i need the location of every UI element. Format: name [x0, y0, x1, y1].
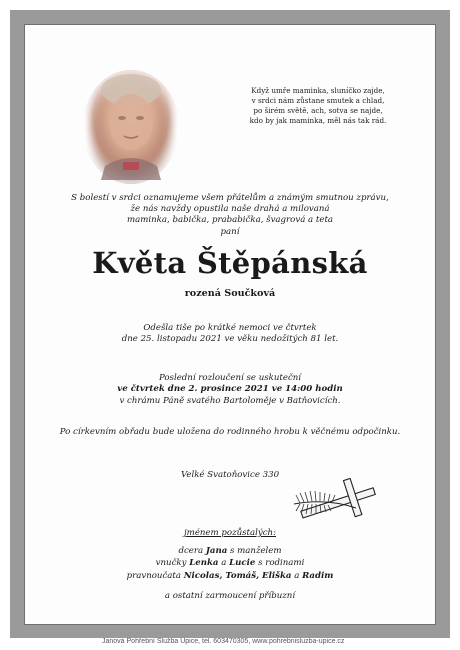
poem: [248, 86, 388, 126]
passing-line: dne 25. listopadu 2021 ve věku nedožitých 81 let.: [121, 334, 339, 345]
mourner-name: Radim: [302, 570, 334, 581]
mourner-text: vnučky: [155, 558, 190, 569]
ceremony-info: [40, 373, 420, 407]
maiden-name: rozená Součková: [184, 288, 276, 299]
mourner-text: pravnoučata: [126, 570, 184, 581]
mourner-text: s manželem: [227, 546, 282, 557]
announcement-intro: [40, 193, 420, 238]
burial-line: Po církevním obřadu bude uložena do rodinného hrobu k věčnému odpočinku.: [59, 427, 401, 437]
cross-with-palm-icon: [286, 478, 386, 528]
intro-line: maminka, babička, prababička, švagrová a teta: [126, 215, 334, 226]
ceremony-date: ve čtvrtek dne 2. prosince 2021 ve 14:00 hodin: [117, 384, 343, 395]
intro-line: že nás navždy opustila naše drahá a milovaná: [130, 204, 330, 215]
poem-line: Když umře maminka, sluníčko zajde,: [251, 86, 385, 95]
mourner-text: s rodinami: [255, 558, 305, 569]
passing-line: Odešla tiše po krátké nemoci ve čtvrtek: [143, 323, 317, 333]
mourner-name: Lucie: [229, 558, 256, 569]
mourner-text: a: [291, 570, 303, 581]
mourner-row: [40, 570, 420, 582]
mourners: [40, 527, 420, 602]
footer: [10, 638, 450, 650]
funeral-service-contact: Janová Pohřební Služba Úpice, tel. 603470305, www.pohrebnisluzba-upice.cz: [102, 638, 345, 645]
mourners-heading: jménem pozůstalých:: [184, 528, 276, 538]
address-line: Velké Svatoňovice 330: [180, 470, 280, 480]
mourner-row: [40, 545, 420, 557]
poem-line: kdo by jak maminka, měl nás tak rád.: [249, 116, 387, 125]
mourner-text: a: [218, 558, 230, 569]
mourners-closing: a ostatní zarmoucení příbuzní: [164, 590, 296, 601]
deceased-name: Květa Štěpánská: [92, 246, 368, 280]
mourner-name: Lenka: [189, 558, 219, 569]
mourner-text: dcera: [178, 546, 206, 557]
ceremony-line: Poslední rozloučení se uskuteční: [158, 373, 302, 383]
intro-line: paní: [220, 226, 240, 237]
mourner-row: [40, 557, 420, 569]
passing-info: [40, 323, 420, 346]
mourner-name: Nicolas, Tomáš, Eliška: [183, 570, 292, 581]
portrait-detail: [83, 70, 179, 184]
poem-line: v srdci nám zůstane smutek a chlad,: [251, 96, 385, 105]
mourner-name: Jana: [205, 546, 228, 557]
intro-line: S bolestí v srdci oznamujeme všem přátelům a známým smutnou zprávu,: [71, 193, 389, 203]
ceremony-place: v chrámu Páně svatého Bartoloměje v Batňovicích.: [119, 395, 341, 406]
poem-line: po širém světě, ach, sotva se najde,: [253, 106, 383, 115]
burial-info: [40, 427, 420, 438]
